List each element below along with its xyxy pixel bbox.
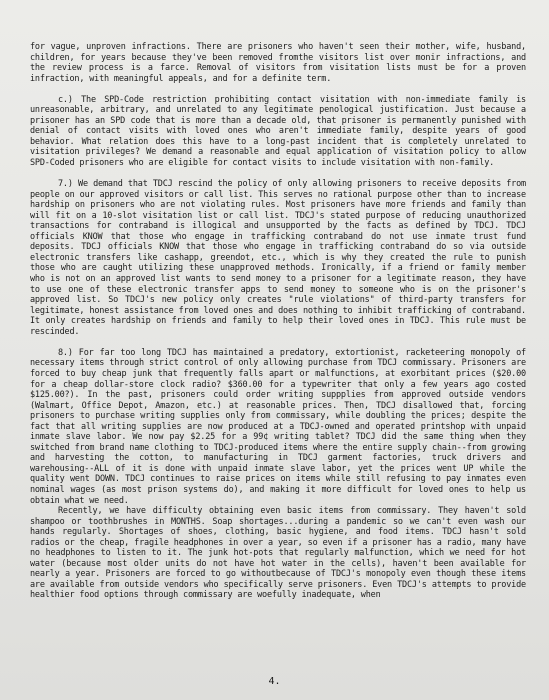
page-number: 4. <box>268 676 281 687</box>
document-body <box>30 42 526 601</box>
paragraph-item-8-commissary: 8.) For far too long TDCJ has maintained a predatory, extortionist, racketeering monopoly of necessary items through strict control of only allowing purchase from TDCJ commissary. Prisoners are forced to buy cheap junk that frequently falls apart or malfunctions, at exorbitant prices ($20.00 for a cheap dollar-store clock radio? $360.00 for a typewriter that only a few years ago costed $125.00?). In the past, prisoners could order writing suppplies from approved outside vendors (Walmart, Office Depot, Amazon, etc.) at reasonable prices. Then, TDCJ disallowed that, forcing prisoners to purchase writing supplies only from commissary, while doubling the prices; despite the fact that all writing supplies are now produced at a TDCJ-owned and operated printshop with unpaid inmate slave labor. We now pay $2.25 for a 99¢ writing tablet? TDCJ did the same thing when they switched from brand name clothing to TDCJ-produced items where the entire supply chain--from growing and harvesting the cotton, to manufacturing in TDCJ garment factories, truck drivers and warehousing--ALL of it is done with unpaid inmate slave labor, yet the prices went UP while the quality went DOWN. TDCJ continues to raise prices on items while still refusing to pay inmates even nominal wages (as most prison systems do), and making it more difficult for loved ones to help us obtain what we need. <box>30 347 526 506</box>
paragraph-item-7-deposits: 7.) We demand that TDCJ rescind the policy of only allowing prisoners to receive deposits from people on our approved visitors or call list. This serves no rational purpose other than to increase hardship on prisoners who are not violating rules. Most prisoners have more friends and family than will fit on a 10-slot visitation list or call list. TDCJ's stated purpose of reducing unauthorized transactions for contraband is illogical and unsupported by the facts as defined by TDCJ. TDCJ officials KNOW that those who engage in trafficking contraband do not use inmate trust fund deposits. TDCJ officials KNOW that those who engage in trafficking contraband do so via outside electronic transfers like cashapp, greendot, etc., which is why they created the rule to punish those who are caught utilizing these unapproved methods. Ironically, if a friend or family member who is not on an approved list wants to send money to a prisoner for a legitimate reason, they have to use one of these electronic transfer apps to send money to someone who is on the prisoner's approved list. So TDCJ's new policy only creates "rule violations" of third-party transfers for legitimate, honest assistance from loved ones and does nothing to inhibit trafficking of contraband. It only creates hardship on friends and family to help their loved ones in TDCJ. This rule must be rescinded. <box>30 179 526 337</box>
paragraph-visitation-continuation: for vague, unproven infractions. There are prisoners who haven't seen their mother, wife, husband, children, for years because they've been removed fromthe visitors list over monir infractions, and the review process is a farce. Removal of visitors from visitation lists must be for a proven infraction, with meaningful appeals, and for a definite term. <box>30 42 526 84</box>
paragraph-item-7c-spd-code: c.) The SPD-Code restriction prohibiting contact visitation with non-immediate family is unreasonable, arbitrary, and unrelated to any legitimate penological justification. Just because a prisoner has an SPD code that is more than a decade old, that prisoner is permanently punished with denial of contact visits with loved ones who aren't immediate family, despite years of good behavior. What relation does this have to a long-past incident that is completely unrelated to visitation privileges? We demand a reasonable and equal application of visitation policy to allow SPD-Coded prisoners who are eligible for contact visits to include visitation with non-family. <box>30 94 526 169</box>
paragraph-item-8-shortages: Recently, we have difficulty obtaining even basic items from commissary. They haven't sold shampoo or toothbrushes in MONTHS. Soap shortages...during a pandemic so we can't even wash our hands regularly. Shortages of shoes, clothing, basic hygiene, and food items. TDCJ hasn't sold radios or the cheap, fragile headphones in over a year, so even if a prisoner has a radio, many have no headphones to listen to it. The junk hot-pots that regularly malfunction, which we need for hot water (because most older units do not have hot water in the cells), haven't been available for nearly a year. Prisoners are forced to go withoutbecause of TDCJ's monopoly even though these items are available from outside vendors who specifically serve prisoners. Even TDCJ's attempts to provide healthier food options through commissary are woefully inadequate, when <box>30 506 526 601</box>
